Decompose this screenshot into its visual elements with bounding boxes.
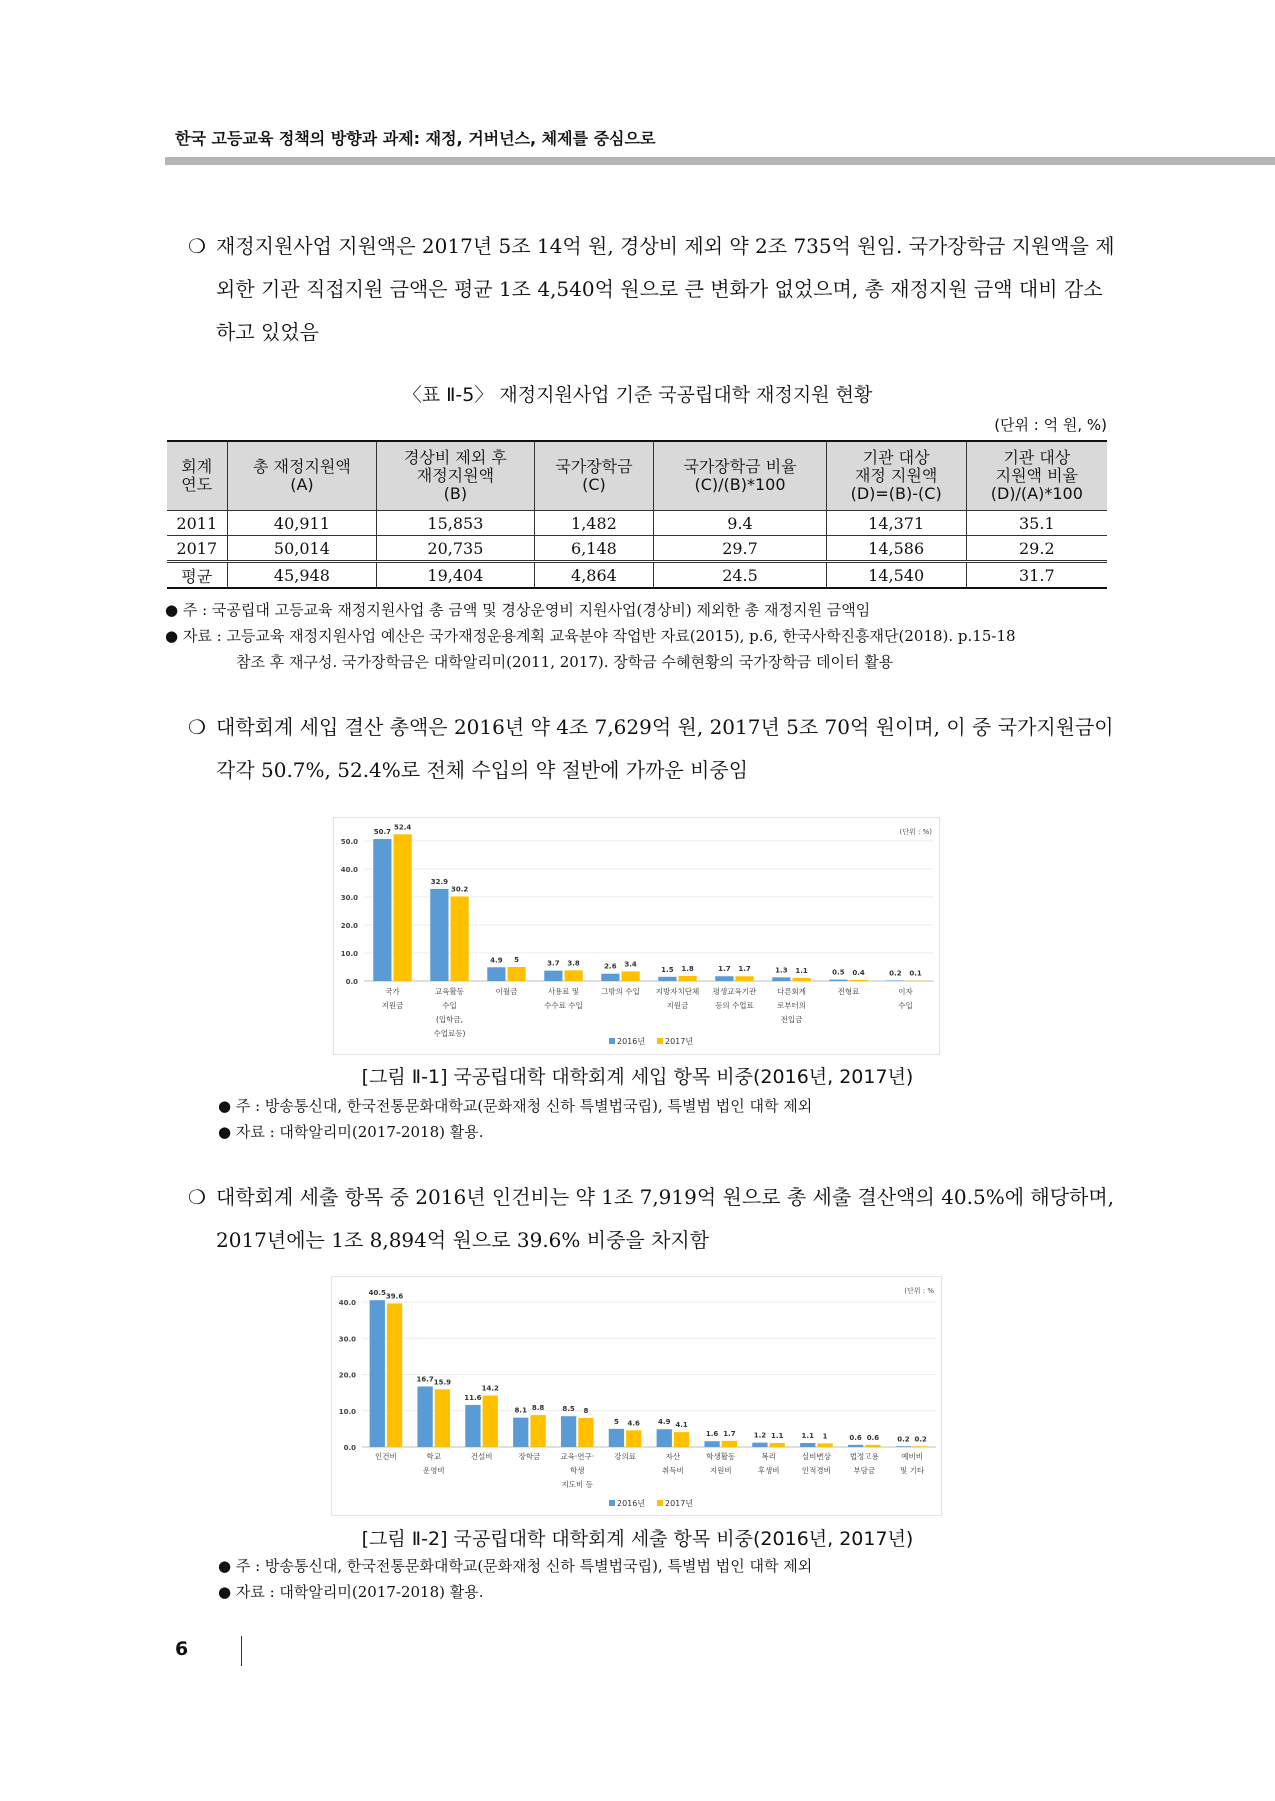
legend-swatch — [609, 1500, 615, 1506]
x-category-label: 학생 — [570, 1466, 585, 1475]
table-note-1: ● 주 : 국공립대 고등교육 재정지원사업 총 금액 및 경상운영비 지원사업(경상비) 제외한 총 재정지원 금액임 — [165, 601, 871, 619]
bar-2016 — [772, 977, 790, 981]
x-category-label: 부담금 — [853, 1466, 876, 1475]
data-label: 1 — [822, 1432, 828, 1441]
unit-label: (단위 : %) — [899, 828, 932, 836]
legend-swatch — [657, 1038, 663, 1044]
legend-label: 2016년 — [617, 1499, 646, 1508]
table-cell: 6,148 — [534, 536, 654, 562]
y-tick-label: 20.0 — [340, 922, 358, 930]
x-category-label: 학교 — [426, 1452, 441, 1461]
bar-2016 — [752, 1443, 767, 1447]
revenue-chart-svg — [334, 818, 939, 1054]
y-tick-label: 40.0 — [340, 866, 358, 874]
bar-2017 — [770, 1443, 785, 1447]
data-label: 30.2 — [450, 885, 469, 894]
data-label: 8.8 — [531, 1404, 545, 1413]
x-category-label: 그밖의 수입 — [601, 987, 640, 996]
data-label: 4.9 — [490, 956, 503, 965]
data-label: 1.1 — [771, 1432, 784, 1441]
table-row — [167, 536, 1107, 562]
bar-2017 — [674, 1432, 689, 1447]
x-category-label: 사용료 및 — [547, 987, 580, 996]
data-label: 3.4 — [624, 960, 637, 969]
table-cell: 14,586 — [826, 536, 966, 562]
expenditure-chart — [331, 1276, 942, 1516]
x-category-label: 수업료등) — [433, 1029, 466, 1038]
bar-2017 — [508, 967, 526, 981]
bar-2016 — [848, 1445, 863, 1447]
funding-table — [167, 440, 1107, 589]
bar-2017 — [435, 1389, 450, 1447]
data-label: 0.6 — [866, 1433, 880, 1442]
bar-2017 — [722, 1441, 737, 1447]
data-label: 8 — [583, 1407, 589, 1415]
table-cell: 4,864 — [534, 562, 654, 589]
data-label: 5 — [613, 1417, 619, 1426]
bar-2017 — [817, 1443, 832, 1447]
data-label: 1.2 — [753, 1431, 767, 1440]
table-cell: 24.5 — [654, 562, 826, 589]
bar-2016 — [465, 1405, 480, 1447]
table-title: 〈표 Ⅱ-5〉 재정지원사업 기준 국공립대학 재정지원 현황 — [402, 384, 873, 406]
bar-2017 — [626, 1430, 641, 1447]
data-label: 3.8 — [567, 959, 580, 968]
bar-2017 — [565, 970, 583, 981]
y-tick-label: 30.0 — [340, 894, 358, 902]
legend-swatch — [657, 1500, 663, 1506]
data-label: 0.5 — [832, 968, 845, 977]
footer-rule — [241, 1636, 242, 1666]
page-number: 6 — [175, 1638, 189, 1660]
x-category-label: 등의 수업료 — [715, 1001, 754, 1010]
data-label: 4.9 — [658, 1418, 671, 1427]
data-label: 39.6 — [385, 1292, 404, 1301]
figure-1-note: ● 주 : 방송통신대, 한국전통문화대학교(문화재청 신하 특별법국립), 특별법 법인 대학 제외 — [218, 1097, 813, 1115]
bar-2017 — [451, 896, 469, 981]
y-tick-label: 30.0 — [338, 1335, 356, 1344]
x-category-label: 교육활동 — [435, 987, 464, 996]
x-category-label: 지원금 — [381, 1001, 404, 1010]
data-label: 1.7 — [718, 965, 731, 974]
legend-label: 2017년 — [665, 1037, 694, 1046]
bar-2017 — [793, 978, 811, 981]
bar-2016 — [601, 974, 619, 981]
y-tick-label: 20.0 — [338, 1371, 356, 1380]
bar-2016 — [704, 1441, 719, 1447]
bar-2017 — [913, 1446, 928, 1447]
bar-2016 — [430, 889, 448, 981]
x-category-label: 취득비 — [662, 1466, 684, 1475]
table-cell: 40,911 — [227, 511, 377, 536]
paragraph-3: ❍ 대학회계 세출 항목 중 2016년 인건비는 약 1조 7,919억 원으로 총 세출 결산액의 40.5%에 해당하며, 2017년에는 1조 8,894억 원으로 39.6% 비중을 차지함 — [188, 1176, 1118, 1262]
bar-2017 — [679, 976, 697, 981]
table-cell: 2017 — [167, 536, 227, 562]
data-label: 1.3 — [775, 966, 788, 975]
table-header-cell: 총 재정지원액 (A) — [227, 441, 377, 511]
table-header-cell: 회계 연도 — [167, 441, 227, 511]
y-tick-label: 10.0 — [338, 1407, 356, 1416]
x-category-label: 운영비 — [422, 1466, 445, 1475]
x-category-label: 지도비 등 — [561, 1480, 593, 1489]
revenue-chart — [333, 817, 940, 1055]
data-label: 50.7 — [373, 828, 392, 837]
data-label: 0.4 — [852, 968, 865, 977]
x-category-label: 로부터의 — [777, 1001, 806, 1010]
x-category-label: 장학금 — [518, 1452, 541, 1461]
data-label: 3.7 — [547, 959, 560, 968]
table-unit: (단위 : 억 원, %) — [994, 416, 1107, 434]
bar-2016 — [370, 1300, 385, 1447]
data-label: 32.9 — [430, 877, 449, 886]
x-category-label: 법정고용 — [849, 1452, 879, 1461]
bar-2017 — [394, 834, 412, 981]
data-label: 4.1 — [675, 1421, 688, 1430]
table-header-cell: 국가장학금 비율 (C)/(B)*100 — [654, 441, 826, 511]
table-cell: 29.2 — [966, 536, 1107, 562]
bar-2016 — [487, 967, 505, 981]
legend-label: 2017년 — [665, 1499, 694, 1508]
y-tick-label: 0.0 — [345, 978, 358, 986]
data-label: 1.1 — [801, 1432, 814, 1441]
bar-2017 — [530, 1415, 545, 1447]
data-label: 8.1 — [514, 1406, 527, 1415]
data-label: 1.8 — [681, 964, 694, 973]
circle-bullet-icon: ❍ — [188, 1185, 206, 1209]
table-header-cell: 국가장학금 (C) — [534, 441, 654, 511]
paragraph-1: ❍ 재정지원사업 지원액은 2017년 5조 14억 원, 경상비 제외 약 2조 735억 원임. 국가장학금 지원액을 제외한 기관 직접지원 금액은 평균 1조 4,540억 원으로 큰 변화가 없었으며, 총 재정지원 금액 대비 감소하고 있었음 — [188, 225, 1118, 354]
table-cell: 1,482 — [534, 511, 654, 536]
x-category-label: 학생활동 — [706, 1452, 736, 1461]
x-category-label: 인건비 — [375, 1452, 397, 1461]
bar-2016 — [513, 1418, 528, 1447]
expenditure-chart-svg — [332, 1277, 941, 1515]
y-tick-label: 40.0 — [338, 1299, 356, 1307]
table-cell: 35.1 — [966, 511, 1107, 536]
running-header: 한국 고등교육 정책의 방향과 과제: 재정, 거버넌스, 체제를 중심으로 — [175, 129, 656, 148]
paragraph-2: ❍ 대학회계 세입 결산 총액은 2016년 약 4조 7,629억 원, 2017년 5조 70억 원이며, 이 중 국가지원금이 각각 50.7%, 52.4%로 전체 수입의 약 절반에 가까운 비중임 — [188, 706, 1118, 792]
bar-2016 — [896, 1446, 911, 1447]
unit-label: (단위 : % — [904, 1287, 934, 1295]
table-cell: 15,853 — [377, 511, 534, 536]
x-category-label: 및 기타 — [900, 1466, 925, 1475]
x-category-label: 교육·연구· — [560, 1452, 595, 1461]
x-category-label: 예비비 — [901, 1452, 923, 1461]
circle-bullet-icon: ❍ — [188, 715, 206, 739]
table-cell: 19,404 — [377, 562, 534, 589]
data-label: 2.6 — [604, 962, 617, 971]
data-label: 16.7 — [416, 1375, 434, 1384]
table-row — [167, 562, 1107, 589]
data-label: 14.2 — [481, 1384, 499, 1393]
x-category-label: 이월금 — [495, 987, 518, 996]
x-category-label: 전입금 — [780, 1015, 803, 1024]
bar-2016 — [561, 1416, 576, 1447]
bar-2016 — [609, 1429, 624, 1447]
x-category-label: 평생교육기관 — [712, 987, 757, 996]
data-label: 40.5 — [368, 1289, 386, 1298]
bar-2017 — [907, 981, 925, 982]
x-category-label: 복리 — [761, 1452, 776, 1461]
data-label: 1.6 — [705, 1430, 719, 1439]
data-label: 0.2 — [897, 1435, 910, 1444]
y-tick-label: 50.0 — [340, 838, 358, 846]
x-category-label: 지원금 — [666, 1001, 689, 1010]
bar-2016 — [829, 980, 847, 981]
bar-2016 — [544, 971, 562, 981]
data-label: 1.1 — [795, 966, 808, 975]
data-label: 15.9 — [433, 1378, 452, 1387]
bar-2016 — [715, 976, 733, 981]
bar-2016 — [800, 1443, 815, 1447]
table-cell: 14,371 — [826, 511, 966, 536]
bar-2017 — [387, 1303, 402, 1447]
table-source: ● 자료 : 고등교육 재정지원사업 예산은 국가재정운용계획 교육분야 작업반 자료(2015), p.6, 한국사학진흥재단(2018). p.15-18 — [165, 627, 1016, 645]
figure-2-source: ● 자료 : 대학알리미(2017-2018) 활용. — [218, 1583, 484, 1601]
data-label: 0.6 — [849, 1433, 862, 1442]
x-category-label: 강의료 — [614, 1452, 636, 1461]
data-label: 0.2 — [889, 969, 902, 978]
data-label: 5 — [514, 956, 520, 964]
bar-2017 — [850, 980, 868, 981]
table-header-cell: 경상비 제외 후 재정지원액 (B) — [377, 441, 534, 511]
x-category-label: 수입 — [442, 1001, 457, 1010]
table-cell: 평균 — [167, 562, 227, 589]
data-label: 8.5 — [562, 1405, 575, 1414]
bar-2017 — [622, 971, 640, 981]
table-header-cell: 기관 대상 지원액 비율 (D)/(A)*100 — [966, 441, 1107, 511]
x-category-label: 이자 — [898, 987, 913, 996]
x-category-label: 후생비 — [757, 1466, 780, 1475]
x-category-label: 국가 — [385, 987, 400, 996]
bar-2016 — [886, 980, 904, 981]
data-label: 1.5 — [661, 965, 674, 974]
bar-2016 — [657, 1429, 672, 1447]
table-row — [167, 511, 1107, 536]
table-cell: 31.7 — [966, 562, 1107, 589]
bar-2017 — [578, 1418, 593, 1447]
x-category-label: 수입 — [898, 1001, 913, 1010]
table-cell: 20,735 — [377, 536, 534, 562]
y-tick-label: 10.0 — [340, 950, 358, 958]
data-label: 0.2 — [914, 1435, 927, 1444]
header-rule — [165, 157, 1275, 165]
x-category-label: 자산 — [665, 1452, 681, 1461]
bar-2016 — [658, 977, 676, 981]
data-label: 1.7 — [723, 1429, 736, 1438]
x-category-label: 다른회계 — [777, 987, 806, 996]
x-category-label: 지원비 — [709, 1466, 732, 1475]
table-cell: 14,540 — [826, 562, 966, 589]
legend-label: 2016년 — [617, 1037, 646, 1046]
x-category-label: 실비변상 — [801, 1452, 831, 1461]
legend-swatch — [609, 1038, 615, 1044]
data-label: 1.7 — [738, 965, 751, 974]
bar-2017 — [736, 976, 754, 981]
table-source-cont: 참조 후 재구성. 국가장학금은 대학알리미(2011, 2017). 장학금 수혜현황의 국가장학금 데이터 활용 — [236, 653, 894, 671]
x-category-label: (입학금, — [435, 1015, 464, 1024]
x-category-label: 인적경비 — [801, 1466, 831, 1475]
figure-2-caption: [그림 Ⅱ-2] 국공립대학 대학회계 세출 항목 비중(2016년, 2017년) — [361, 1528, 914, 1550]
bar-2016 — [417, 1386, 432, 1447]
table-cell: 29.7 — [654, 536, 826, 562]
x-category-label: 건설비 — [470, 1452, 493, 1461]
figure-1-source: ● 자료 : 대학알리미(2017-2018) 활용. — [218, 1123, 484, 1141]
y-tick-label: 0.0 — [343, 1444, 356, 1452]
circle-bullet-icon: ❍ — [188, 234, 206, 258]
table-cell: 50,014 — [227, 536, 377, 562]
figure-1-caption: [그림 Ⅱ-1] 국공립대학 대학회계 세입 항목 비중(2016년, 2017년) — [361, 1066, 914, 1088]
data-label: 0.1 — [909, 969, 922, 978]
bar-2016 — [373, 839, 391, 981]
x-category-label: 수수료 수입 — [544, 1001, 583, 1010]
table-cell: 2011 — [167, 511, 227, 536]
x-category-label: 지방자치단체 — [655, 987, 700, 996]
data-label: 11.6 — [464, 1393, 482, 1402]
table-cell: 9.4 — [654, 511, 826, 536]
table-cell: 45,948 — [227, 562, 377, 589]
figure-2-note: ● 주 : 방송통신대, 한국전통문화대학교(문화재청 신하 특별법국립), 특별법 법인 대학 제외 — [218, 1557, 813, 1575]
bar-2017 — [483, 1396, 498, 1447]
data-label: 4.6 — [627, 1419, 640, 1428]
data-label: 52.4 — [393, 823, 412, 832]
bar-2017 — [865, 1445, 880, 1447]
x-category-label: 전형료 — [837, 987, 860, 996]
table-header-cell: 기관 대상 재정 지원액 (D)=(B)-(C) — [826, 441, 966, 511]
